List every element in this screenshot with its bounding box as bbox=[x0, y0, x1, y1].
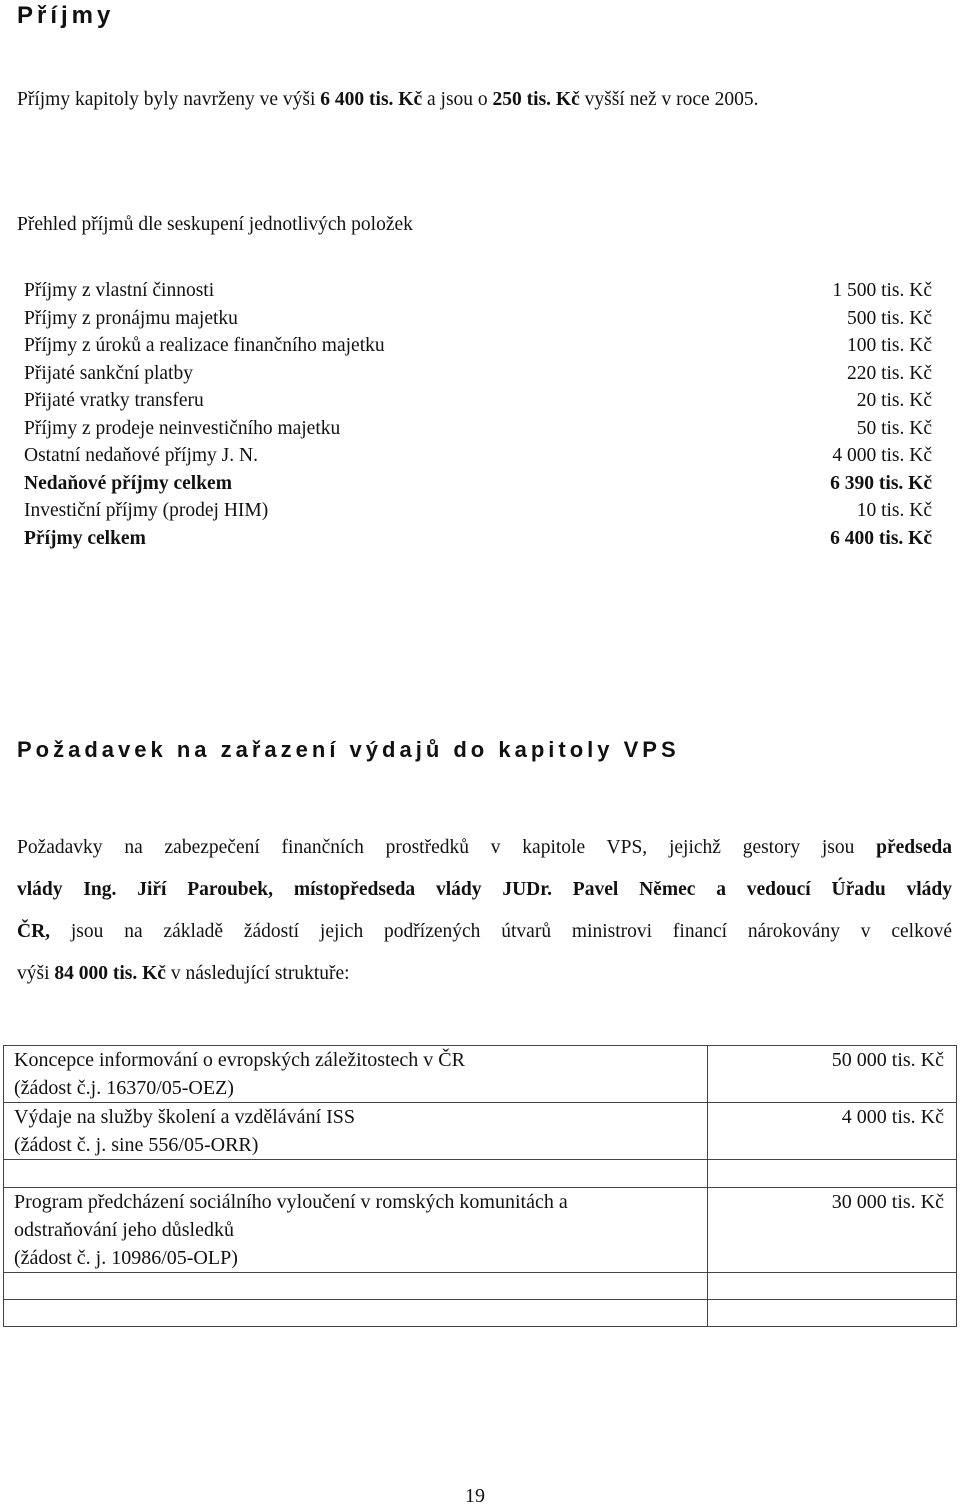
request-amount: 4 000 tis. Kč bbox=[708, 1103, 957, 1160]
overview-title: Přehled příjmů dle seskupení jednotlivých položek bbox=[17, 214, 413, 235]
income-row: Příjmy z prodeje neinvestičního majetku 50 tis. Kč bbox=[24, 417, 932, 439]
income-row: Přijaté vratky transferu 20 tis. Kč bbox=[24, 390, 932, 411]
income-row: Investiční příjmy (prodej HIM) 10 tis. Kč bbox=[24, 500, 932, 521]
table-row bbox=[4, 1103, 957, 1160]
requests-heading: Požadavek na zařazení výdajů do kapitoly VPS bbox=[17, 737, 680, 762]
request-amount: 30 000 tis. Kč bbox=[708, 1188, 957, 1273]
requests-line: Požadavky na zabezpečení finančních prostředků v kapitole VPS, jejichž gestory jsou předseda bbox=[17, 837, 952, 858]
requests-line: vlády Ing. Jiří Paroubek, místopředseda vlády JUDr. Pavel Němec a vedoucí Úřadu vlády bbox=[17, 879, 952, 900]
table-row bbox=[4, 1300, 957, 1327]
request-description: Program předcházení sociálního vyloučení v romských komunitách a odstraňování jeho důsledků (žádost č. j. 10986/05-OLP) bbox=[4, 1188, 708, 1273]
request-amount: 50 000 tis. Kč bbox=[708, 1046, 957, 1103]
income-row: Příjmy z pronájmu majetku 500 tis. Kč bbox=[24, 307, 932, 329]
requests-line: výši 84 000 tis. Kč v následující struktuře: bbox=[17, 963, 350, 984]
income-intro: Příjmy kapitoly byly navrženy ve výši 6 400 tis. Kč a jsou o 250 tis. Kč vyšší než v roce 2005. bbox=[17, 89, 759, 110]
table-row bbox=[4, 1160, 957, 1188]
request-description: Koncepce informování o evropských záležitostech v ČR (žádost č.j. 16370/05-OEZ) bbox=[4, 1046, 708, 1103]
table-row bbox=[4, 1273, 957, 1300]
income-row: Ostatní nedaňové příjmy J. N. 4 000 tis. Kč bbox=[24, 445, 932, 466]
income-heading: Příjmy bbox=[17, 2, 115, 29]
request-description: Výdaje na služby školení a vzdělávání ISS (žádost č. j. sine 556/05-ORR) bbox=[4, 1103, 708, 1160]
income-list bbox=[24, 277, 932, 552]
requests-paragraph bbox=[17, 827, 952, 995]
table-row bbox=[4, 1188, 957, 1273]
income-row: Příjmy z úroků a realizace finančního majetku 100 tis. Kč bbox=[24, 335, 932, 356]
income-row: Příjmy z vlastní činnosti 1 500 tis. Kč bbox=[24, 280, 932, 301]
income-row: Přijaté sankční platby 220 tis. Kč bbox=[24, 362, 932, 384]
requests-line: ČR, jsou na základě žádostí jejich podřízených útvarů ministrovi financí nárokovány v celkové bbox=[17, 921, 952, 942]
income-total-row: Příjmy celkem 6 400 tis. Kč bbox=[24, 527, 932, 549]
table-row bbox=[4, 1046, 957, 1103]
requests-table bbox=[3, 1045, 957, 1327]
page-number: 19 bbox=[465, 1485, 485, 1507]
income-subtotal-row: Nedaňové příjmy celkem 6 390 tis. Kč bbox=[24, 472, 932, 494]
